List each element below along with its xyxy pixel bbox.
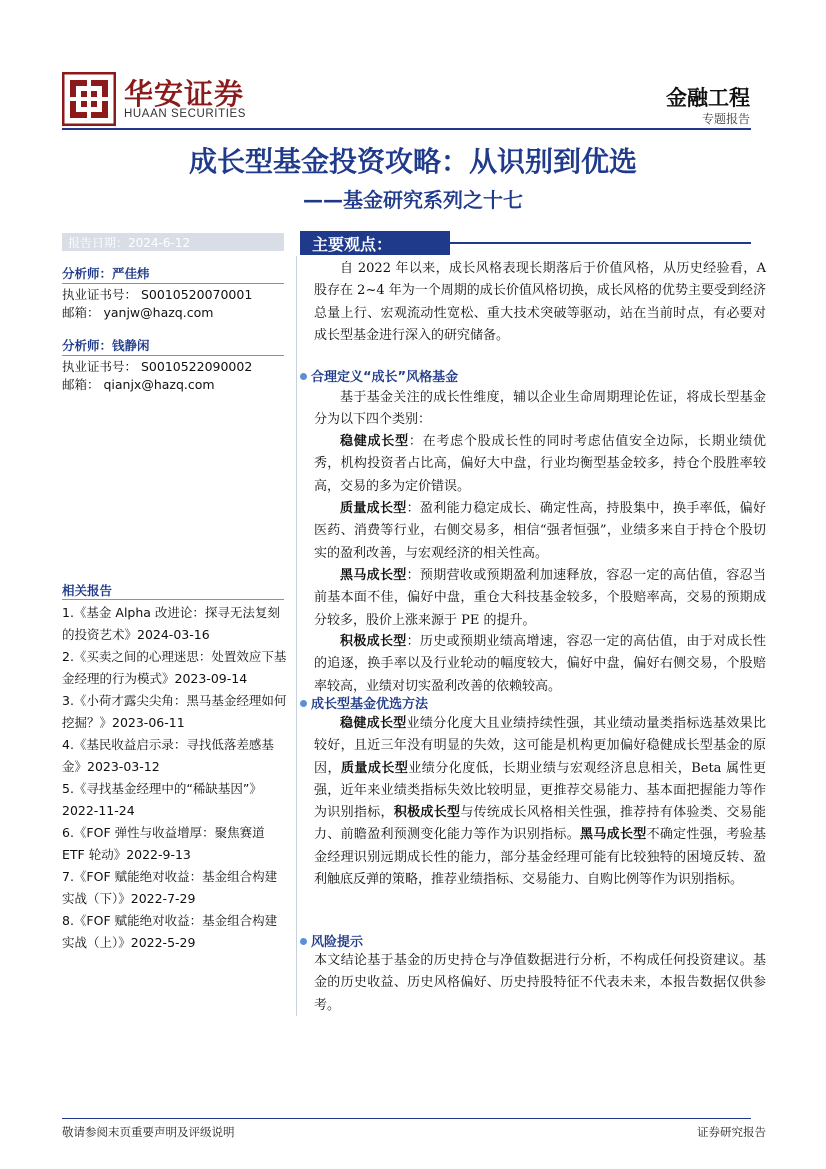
related-report-item: 1.《基金 Alpha 改进论：探寻无法复刻的投资艺术》2024-03-16 (62, 605, 280, 642)
section-definition-title: 合理定义“成长”风格基金 (311, 370, 459, 385)
selection-text: 业绩分化度大且业绩持续性强，其业绩动量类指标选基效果比较好，且近三年没有明显的失效，这可能是机构更加偏好稳健成长型基金的原因， (314, 716, 766, 776)
intro-paragraph: 自 2022 年以来，成长风格表现长期落后于价值风格，从历史经验看，A 股存在 2~4 年为一个周期的成长价值风格切换，成长风格的优势主要受到经济总量上行、宏观流动性宽松、重大技术突破等驱动，站在当前时点，有必要对成长型基金进行深入的研究储备。 (314, 261, 766, 343)
type-name: 质量成长型 (340, 501, 407, 516)
section-definition-heading (300, 366, 458, 385)
related-report-item: 7.《FOF 赋能绝对收益：基金组合构建实战（下）》2022-7-29 (62, 869, 278, 906)
key-points-bar (300, 231, 450, 255)
type-name: 积极成长型 (393, 805, 461, 821)
type-text: ：历史或预期业绩高增速，容忍一定的高估值，由于对成长性的追逐，换手率以及行业轮动的幅度较大，偏好中盘，偏好右侧交易，个股赔率较高，业绩对切实盈利改善的依赖较高。 (314, 634, 766, 694)
section-risk-heading (300, 931, 363, 950)
type-name: 积极成长型 (340, 634, 407, 649)
type-text: ：在考虑个股成长性的同时考虑估值安全边际，长期业绩优秀，机构投资者占比高，偏好大中盘，行业均衡型基金较多，持仓个股胜率较高，交易的多为定价错误。 (314, 434, 766, 494)
type-name: 黑马成长型 (580, 827, 647, 843)
related-report-item: 4.《基民收益启示录：寻找低落差感基金》2023-03-12 (62, 737, 274, 774)
section-selection-heading (300, 693, 428, 712)
key-points-heading: 主要观点： (312, 235, 393, 254)
type-text: ：盈利能力稳定成长、确定性高，持股集中，换手率低，偏好医药、消费等行业，右侧交易多，相信“强者恒强”，业绩多来自于持仓个股切实的盈利改善，与宏观经济的相关性高。 (314, 501, 766, 561)
type-name: 质量成长型 (340, 760, 409, 776)
related-report-item: 8.《FOF 赋能绝对收益：基金组合构建实战（上）》2022-5-29 (62, 913, 278, 950)
related-report-item: 5.《寻找基金经理中的“稀缺基因”》 2022-11-24 (62, 781, 262, 818)
bullet-icon (300, 700, 307, 707)
related-report-item: 3.《小荷才露尖尖角：黑马基金经理如何挖掘？》2023-06-11 (62, 693, 287, 730)
report-type-label: 专题报告 (701, 112, 750, 126)
footer-disclaimer: 敬请参阅末页重要声明及评级说明 (62, 1125, 235, 1139)
type-name: 黑马成长型 (340, 568, 407, 583)
analyst-1-label: 分析师：严佳炜 (62, 266, 150, 281)
analyst-1-cert: 执业证书号： S0010520070001 (62, 287, 253, 302)
section-selection-title: 成长型基金优选方法 (311, 697, 429, 712)
report-subtitle: ——基金研究系列之十七 (303, 188, 523, 212)
risk-paragraph: 本文结论基于基金的历史持仓与净值数据进行分析，不构成任何投资建议。基金的历史收益、历史风格偏好、历史持股特征不代表未来，本报告数据仅供参考。 (314, 953, 766, 1013)
analyst-2-divider (62, 355, 284, 356)
logo-english-name: HUAAN SECURITIES (124, 108, 247, 120)
selection-text: 不确定性强，考验基金经理识别远期成长性的能力，部分基金经理可能有比较独特的困境反转、盈利触底反弹的策略，推荐业绩指标、交易能力、自购比例等作为识别指标。 (314, 827, 766, 888)
type-darkhorse-growth (314, 565, 766, 632)
analyst-1-divider (62, 283, 284, 284)
related-report-item: 2.《买卖之间的心理迷思：处置效应下基金经理的行为模式》2023-09-14 (62, 649, 287, 686)
analyst-2-cert: 执业证书号： S0010522090002 (62, 359, 253, 374)
type-name: 稳健成长型 (340, 434, 409, 449)
type-name: 稳健成长型 (340, 716, 407, 731)
company-logo-mark (62, 72, 116, 126)
type-aggressive-growth (314, 631, 766, 698)
analyst-1-email: 邮箱： yanjw@hazq.com (62, 305, 214, 320)
selection-text: 与传统成长风格相关性强，推荐持有体验类、交易能力、前瞻盈利预测变化能力等作为识别指标。 (314, 805, 766, 843)
type-quality-growth (314, 498, 766, 565)
related-reports-title: 相关报告 (62, 583, 113, 598)
related-reports-divider (62, 599, 284, 600)
footer-report-type: 证券研究报告 (697, 1125, 766, 1139)
type-steady-growth (314, 431, 766, 498)
analyst-2-email: 邮箱： qianjx@hazq.com (62, 377, 215, 392)
selection-paragraph (314, 713, 766, 891)
department-label: 金融工程 (666, 86, 750, 110)
type-text: ：预期营收或预期盈利加速释放，容忍一定的高估值，容忍当前基本面不佳，偏好中盘，重仓大科技基金较多，个股赔率高，交易的预期成分较多，股价上涨来源于 PE 的提升。 (314, 568, 766, 628)
header-divider (62, 128, 751, 130)
report-date-bar (62, 233, 284, 251)
column-divider (296, 256, 297, 1016)
logo-chinese-name: 华安证券 (124, 77, 245, 111)
bullet-icon (300, 938, 307, 945)
bullet-icon (300, 373, 307, 380)
section-risk-title: 风险提示 (311, 935, 364, 950)
selection-text: 业绩分化度低，长期业绩与宏观经济息息相关，Beta 属性更强，近年来业绩类指标失效比较明显，更推荐交易能力、基本面把握能力等作为识别指标， (314, 760, 766, 821)
report-title: 成长型基金投资攻略：从识别到优选 (188, 145, 637, 178)
definition-paragraph: 基于基金关注的成长性维度，辅以企业生命周期理论佐证，将成长型基金分为以下四个类别： (314, 390, 766, 428)
key-points-rule (450, 242, 751, 244)
related-report-item: 6.《FOF 弹性与收益增厚：聚焦赛道 ETF 轮动》2022-9-13 (62, 825, 265, 862)
report-date: 报告日期：2024-6-12 (68, 236, 191, 250)
analyst-2-label: 分析师：钱静闲 (62, 338, 150, 353)
footer-divider (62, 1118, 751, 1119)
